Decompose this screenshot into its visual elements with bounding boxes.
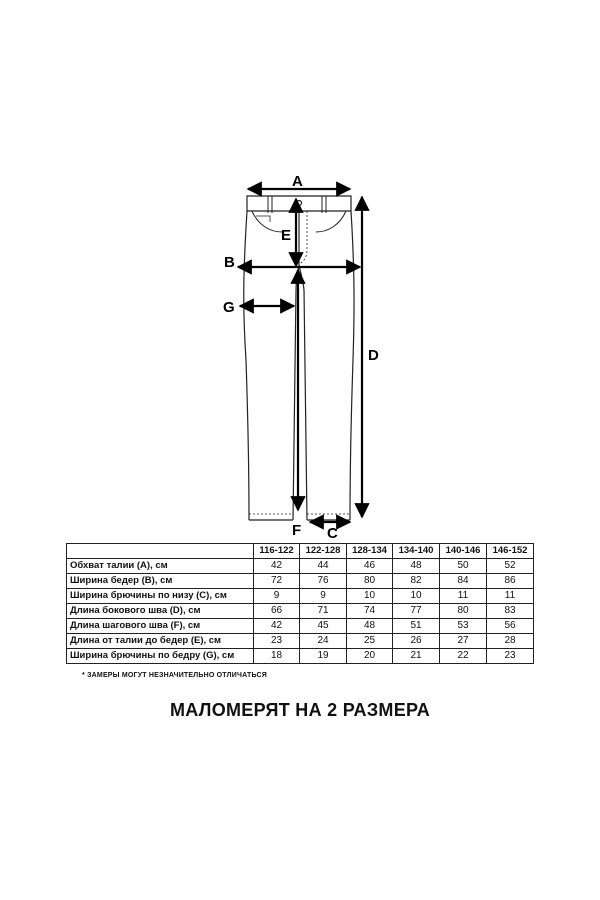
- measurement-value: 76: [300, 574, 347, 589]
- measurement-name: Ширина брючины по низу (C), см: [67, 589, 254, 604]
- label-c: C: [327, 525, 338, 540]
- measurement-value: 74: [347, 604, 393, 619]
- size-header: 146-152: [487, 544, 534, 559]
- measurement-name: Ширина бедер (B), см: [67, 574, 254, 589]
- measurement-value: 9: [300, 589, 347, 604]
- measurement-value: 18: [254, 649, 300, 664]
- measurement-value: 53: [440, 619, 487, 634]
- measurement-value: 51: [393, 619, 440, 634]
- measurement-value: 46: [347, 559, 393, 574]
- label-b: B: [224, 254, 235, 271]
- label-a: A: [292, 173, 303, 190]
- measurement-value: 28: [487, 634, 534, 649]
- measurement-value: 10: [347, 589, 393, 604]
- measurement-value: 20: [347, 649, 393, 664]
- measurement-value: 23: [254, 634, 300, 649]
- measurement-value: 11: [440, 589, 487, 604]
- size-header: 116-122: [254, 544, 300, 559]
- label-d: D: [368, 347, 379, 364]
- size-headline: МАЛОМЕРЯТ НА 2 РАЗМЕРА: [169, 700, 431, 720]
- measurement-value: 42: [254, 559, 300, 574]
- measurement-value: 66: [254, 604, 300, 619]
- measurement-value: 23: [487, 649, 534, 664]
- measurement-value: 11: [487, 589, 534, 604]
- size-header: 128-134: [347, 544, 393, 559]
- measurement-value: 86: [487, 574, 534, 589]
- table-row: [67, 634, 534, 649]
- table-row: [67, 604, 534, 619]
- measurement-name: Длина шагового шва (F), см: [67, 619, 254, 634]
- measurement-value: 52: [487, 559, 534, 574]
- label-g: G: [223, 299, 235, 316]
- measurement-value: 22: [440, 649, 487, 664]
- size-header: 140-146: [440, 544, 487, 559]
- label-f: F: [292, 522, 302, 539]
- measurement-value: 48: [347, 619, 393, 634]
- measurement-value: 19: [300, 649, 347, 664]
- measurement-value: 21: [393, 649, 440, 664]
- measurement-value: 42: [254, 619, 300, 634]
- label-e: E: [281, 227, 292, 244]
- measurement-value: 25: [347, 634, 393, 649]
- measurement-name: Длина бокового шва (D), см: [67, 604, 254, 619]
- table-header-row: [67, 544, 534, 559]
- size-header: 134-140: [393, 544, 440, 559]
- table-header-empty: [67, 544, 254, 559]
- measurement-value: 82: [393, 574, 440, 589]
- measurement-value: 80: [347, 574, 393, 589]
- measurement-value: 9: [254, 589, 300, 604]
- measurement-value: 48: [393, 559, 440, 574]
- table-row: [67, 574, 534, 589]
- size-header: 122-128: [300, 544, 347, 559]
- measurement-value: 80: [440, 604, 487, 619]
- measurement-name: Обхват талии (А), см: [67, 559, 254, 574]
- measurement-value: 45: [300, 619, 347, 634]
- measurement-value: 10: [393, 589, 440, 604]
- measurement-value: 26: [393, 634, 440, 649]
- measurement-value: 56: [487, 619, 534, 634]
- table-row: [67, 649, 534, 664]
- measurement-value: 44: [300, 559, 347, 574]
- measurement-name: Длина от талии до бедер (E), см: [67, 634, 254, 649]
- measurement-note: * ЗАМЕРЫ МОГУТ НЕЗНАЧИТЕЛЬНО ОТЛИЧАТЬСЯ: [82, 672, 267, 679]
- size-chart-table: [66, 543, 534, 664]
- table-row: [67, 619, 534, 634]
- measurement-value: 71: [300, 604, 347, 619]
- measurement-value: 24: [300, 634, 347, 649]
- table-row: [67, 559, 534, 574]
- measurement-name: Ширина брючины по бедру (G), см: [67, 649, 254, 664]
- measurement-value: 72: [254, 574, 300, 589]
- table-row: [67, 589, 534, 604]
- measurement-value: 83: [487, 604, 534, 619]
- measurement-value: 50: [440, 559, 487, 574]
- measurement-value: 77: [393, 604, 440, 619]
- measurement-value: 84: [440, 574, 487, 589]
- measurement-value: 27: [440, 634, 487, 649]
